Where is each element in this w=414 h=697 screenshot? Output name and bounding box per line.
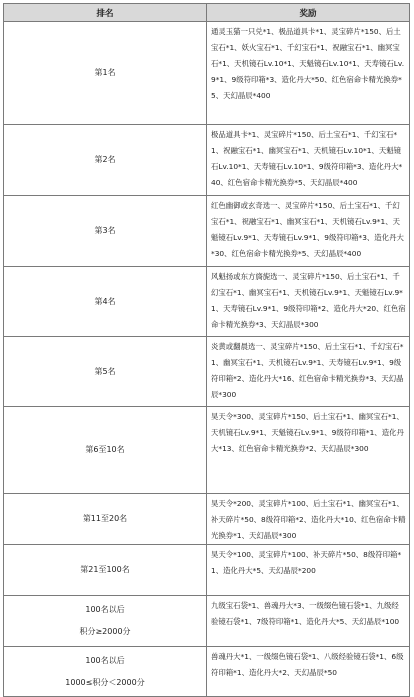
table-row — [4, 407, 410, 494]
rank-label: 第2名 — [94, 155, 116, 164]
reward-cell: 昊天令*100、灵宝碎片*100、补天碎片*50、8级符印箱*1、造化丹大*5、天幻晶辰*200 — [207, 545, 410, 596]
rank-label: 第6至10名 — [85, 445, 125, 454]
table-row — [4, 596, 410, 647]
reward-cell: 红色幽御或玄奇选一、灵宝碎片*150、后土宝石*1、千幻宝石*1、祝融宝石*1、幽冥宝石*1、天机镜石Lv.9*1、天魁镜石Lv.9*1、天寿镜石Lv.9*1、9级符印箱*3、造化丹大*30、红色宿命卡精光换券*5、天幻晶辰*400 — [207, 196, 410, 267]
table-row — [4, 545, 410, 596]
reward-cell: 昊天令*200、灵宝碎片*100、后土宝石*1、幽冥宝石*1、补天碎片*50、8级符印箱*2、造化丹大*10、红色宿命卡精光换券*1、天幻晶辰*300 — [207, 494, 410, 545]
rank-cell — [4, 337, 207, 407]
reward-cell: 炎黄或翻晨选一、灵宝碎片*150、后土宝石*1、千幻宝石*1、幽冥宝石*1、天机镜石Lv.9*1、天寿镜石Lv.9*1、9级符印箱*2、造化丹大*16、红色宿命卡精光换券*3、天幻晶辰*300 — [207, 337, 410, 407]
rank-label: 第21至100名 — [80, 565, 130, 574]
table-row — [4, 267, 410, 337]
rank-label: 100名以后 — [85, 655, 125, 665]
rank-column-header: 排名 — [4, 4, 207, 22]
rank-label: 第4名 — [94, 296, 116, 306]
rank-cell — [4, 196, 207, 267]
table-row — [4, 196, 410, 267]
reward-cell: 极品道具卡*1、灵宝碎片*150、后土宝石*1、千幻宝石*1、祝融宝石*1、幽冥宝石*1、天机镜石Lv.10*1、天魁镜石Lv.10*1、天寿镜石Lv.10*1、9级符印箱*3、造化丹大*40、红色宿命卡精光换券*5、天幻晶辰*400 — [207, 125, 410, 196]
rank-cell — [4, 22, 207, 125]
rank-label: 第3名 — [94, 226, 116, 235]
rank-cell — [4, 267, 207, 337]
table-header-row — [4, 4, 410, 22]
table-row — [4, 494, 410, 545]
rank-label: 100名以后 — [85, 605, 125, 614]
table-row — [4, 647, 410, 697]
table-row — [4, 125, 410, 196]
rank-condition: 积分≥2000分 — [79, 627, 131, 636]
rank-cell — [4, 545, 207, 596]
reward-table — [3, 3, 410, 697]
rank-cell — [4, 596, 207, 647]
reward-cell: 兽魂丹大*1、一级缀色镜石袋*1、八级经验镜石袋*1、6级符印箱*1、造化丹大*2、天幻晶辰*50 — [207, 647, 410, 697]
table-row — [4, 337, 410, 407]
reward-cell: 昊天令*300、灵宝碎片*150、后土宝石*1、幽冥宝石*1、天机镜石Lv.9*1、天魁镜石Lv.9*1、9级符印箱*1、造化丹大*13、红色宿命卡精光换券*2、天幻晶辰*300 — [207, 407, 410, 494]
rank-cell — [4, 647, 207, 697]
reward-column-header: 奖励 — [207, 4, 410, 22]
table-row — [4, 22, 410, 125]
rank-cell — [4, 407, 207, 494]
rank-cell — [4, 125, 207, 196]
rank-cell — [4, 494, 207, 545]
reward-cell: 风魁扬或东方旖旎选一、灵宝碎片*150、后土宝石*1、千幻宝石*1、幽冥宝石*1、天机镜石Lv.9*1、天魁镜石Lv.9*1、天寿镜石Lv.9*1、9级符印箱*2、造化丹大*20、红色宿命卡精光换券*3、天幻晶辰*300 — [207, 267, 410, 337]
rank-label: 第5名 — [94, 366, 116, 376]
reward-cell: 通灵玉猫一只兑*1、极品道具卡*1、灵宝碎片*150、后土宝石*1、妖火宝石*1、千幻宝石*1、祝融宝石*1、幽冥宝石*1、天机镜石Lv.10*1、天魁镜石Lv.10*1、天寿镜石Lv.9*1、9级符印箱*3、造化丹大*50、红色宿命卡精光换券*5、天幻晶辰*400 — [207, 22, 410, 125]
reward-cell: 九级宝石袋*1、兽魂丹大*3、一级缀色镜石袋*1、九级经验镜石袋*1、7级符印箱*1、造化丹大*5、天幻晶辰*100 — [207, 596, 410, 647]
rank-label: 第11至20名 — [82, 514, 128, 523]
rank-label: 第1名 — [94, 68, 116, 77]
rank-condition: 1000≤积分＜2000分 — [65, 677, 145, 687]
